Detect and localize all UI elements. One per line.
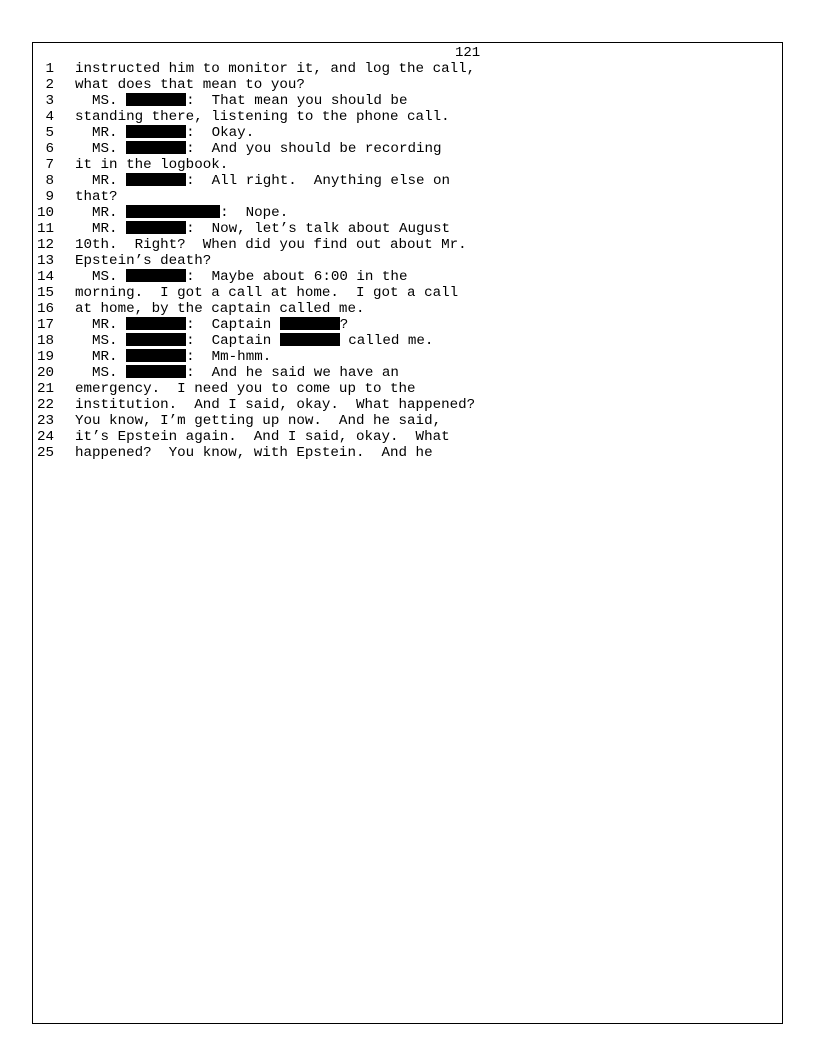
line-number: 11 xyxy=(36,221,54,237)
line-text xyxy=(75,141,442,157)
transcript-line xyxy=(36,109,776,125)
line-text xyxy=(75,349,271,365)
line-text xyxy=(75,413,441,429)
transcript-line xyxy=(36,189,776,205)
line-text-segment: MR. xyxy=(75,205,127,221)
line-text-segment: standing there, listening to the phone call. xyxy=(75,109,450,125)
redaction-block xyxy=(126,205,220,218)
transcript-line xyxy=(36,269,776,285)
transcript-line xyxy=(36,93,776,109)
transcript-line xyxy=(36,77,776,93)
transcript-line xyxy=(36,381,776,397)
line-text xyxy=(75,397,475,413)
line-number: 9 xyxy=(45,189,54,205)
transcript-line xyxy=(36,429,776,445)
redaction-block xyxy=(126,365,186,378)
redaction-block xyxy=(126,141,186,154)
line-text xyxy=(75,173,450,189)
line-text-segment: : Captain xyxy=(186,333,280,349)
transcript-line xyxy=(36,141,776,157)
transcript-line xyxy=(36,333,776,349)
line-text-segment: instructed him to monitor it, and log the call, xyxy=(75,61,476,77)
line-number: 23 xyxy=(36,413,54,429)
line-text-segment: : All right. Anything else on xyxy=(186,173,451,189)
redaction-block xyxy=(126,125,186,138)
line-number: 7 xyxy=(45,157,54,173)
line-text-segment: morning. I got a call at home. I got a call xyxy=(75,285,459,301)
transcript-line xyxy=(36,301,776,317)
line-text-segment: called me. xyxy=(339,333,434,349)
line-text xyxy=(75,189,118,205)
transcript-line xyxy=(36,285,776,301)
redaction-block xyxy=(126,93,186,106)
line-text-segment: : Mm-hmm. xyxy=(186,349,272,365)
line-text-segment: happened? You know, with Epstein. And he xyxy=(75,445,433,461)
line-number: 22 xyxy=(36,397,54,413)
line-text-segment: what does that mean to you? xyxy=(75,77,305,93)
transcript-line xyxy=(36,349,776,365)
line-text-segment: institution. And I said, okay. What happened? xyxy=(75,397,476,413)
line-text xyxy=(75,365,399,381)
transcript-body xyxy=(36,61,776,461)
line-text xyxy=(75,109,450,125)
redaction-block xyxy=(126,221,186,234)
transcript-line xyxy=(36,125,776,141)
line-number: 1 xyxy=(45,61,54,77)
redaction-block xyxy=(126,333,186,346)
line-text xyxy=(75,269,407,285)
line-number: 6 xyxy=(45,141,54,157)
transcript-line xyxy=(36,445,776,461)
transcript-line xyxy=(36,413,776,429)
line-text-segment: MS. xyxy=(75,269,127,285)
line-number: 18 xyxy=(36,333,54,349)
line-text-segment: it’s Epstein again. And I said, okay. What xyxy=(75,429,450,445)
line-number: 3 xyxy=(45,93,54,109)
line-number: 4 xyxy=(45,109,54,125)
line-text xyxy=(75,61,475,77)
line-number: 14 xyxy=(36,269,54,285)
transcript-line xyxy=(36,157,776,173)
line-text-segment: MR. xyxy=(75,125,127,141)
transcript-line xyxy=(36,253,776,269)
transcript-line xyxy=(36,237,776,253)
line-text-segment: that? xyxy=(75,189,118,205)
page-number: 121 xyxy=(455,45,481,61)
line-number: 17 xyxy=(36,317,54,333)
line-number: 2 xyxy=(45,77,54,93)
line-text xyxy=(75,317,348,333)
line-text xyxy=(75,77,305,93)
transcript-line xyxy=(36,365,776,381)
transcript-line xyxy=(36,221,776,237)
line-text xyxy=(75,253,211,269)
line-number: 19 xyxy=(36,349,54,365)
line-text xyxy=(75,205,288,221)
line-number: 13 xyxy=(36,253,54,269)
line-number: 25 xyxy=(36,445,54,461)
line-text xyxy=(75,445,433,461)
line-text-segment: MR. xyxy=(75,349,127,365)
line-text xyxy=(75,157,228,173)
line-number: 20 xyxy=(36,365,54,381)
line-text-segment: MS. xyxy=(75,333,127,349)
transcript-line xyxy=(36,61,776,77)
line-text xyxy=(75,221,450,237)
line-text xyxy=(75,93,407,109)
line-text xyxy=(75,333,433,349)
line-text-segment: it in the logbook. xyxy=(75,157,229,173)
line-number: 12 xyxy=(36,237,54,253)
line-text xyxy=(75,237,467,253)
line-text-segment: emergency. I need you to come up to the xyxy=(75,381,416,397)
line-text-segment: : That mean you should be xyxy=(186,93,408,109)
line-text-segment: : Now, let’s talk about August xyxy=(186,221,451,237)
line-text-segment: MR. xyxy=(75,221,127,237)
line-text-segment: 10th. Right? When did you find out about Mr. xyxy=(75,237,467,253)
line-text-segment: MS. xyxy=(75,141,127,157)
line-text-segment: ? xyxy=(339,317,349,333)
transcript-line xyxy=(36,173,776,189)
redaction-block xyxy=(280,317,340,330)
line-text xyxy=(75,301,364,317)
line-text-segment: : Captain xyxy=(186,317,280,333)
line-number: 15 xyxy=(36,285,54,301)
redaction-block xyxy=(126,317,186,330)
line-text-segment: : And he said we have an xyxy=(186,365,399,381)
redaction-block xyxy=(280,333,340,346)
line-text-segment: You know, I’m getting up now. And he said, xyxy=(75,413,442,429)
line-text-segment: MR. xyxy=(75,317,127,333)
line-text-segment: : Nope. xyxy=(220,205,289,221)
redaction-block xyxy=(126,269,186,282)
line-number: 21 xyxy=(36,381,54,397)
line-text xyxy=(75,429,450,445)
line-text-segment: at home, by the captain called me. xyxy=(75,301,365,317)
line-number: 5 xyxy=(45,125,54,141)
redaction-block xyxy=(126,173,186,186)
transcript-line xyxy=(36,317,776,333)
line-text-segment: MR. xyxy=(75,173,127,189)
line-text xyxy=(75,381,416,397)
line-text-segment: : Okay. xyxy=(186,125,255,141)
line-number: 16 xyxy=(36,301,54,317)
line-text-segment: MS. xyxy=(75,365,127,381)
line-number: 24 xyxy=(36,429,54,445)
line-number: 10 xyxy=(36,205,54,221)
line-text-segment: : And you should be recording xyxy=(186,141,442,157)
transcript-line xyxy=(36,205,776,221)
line-text xyxy=(75,285,458,301)
line-text-segment: Epstein’s death? xyxy=(75,253,212,269)
redaction-block xyxy=(126,349,186,362)
line-number: 8 xyxy=(45,173,54,189)
line-text xyxy=(75,125,254,141)
transcript-line xyxy=(36,397,776,413)
line-text-segment: : Maybe about 6:00 in the xyxy=(186,269,408,285)
line-text-segment: MS. xyxy=(75,93,127,109)
